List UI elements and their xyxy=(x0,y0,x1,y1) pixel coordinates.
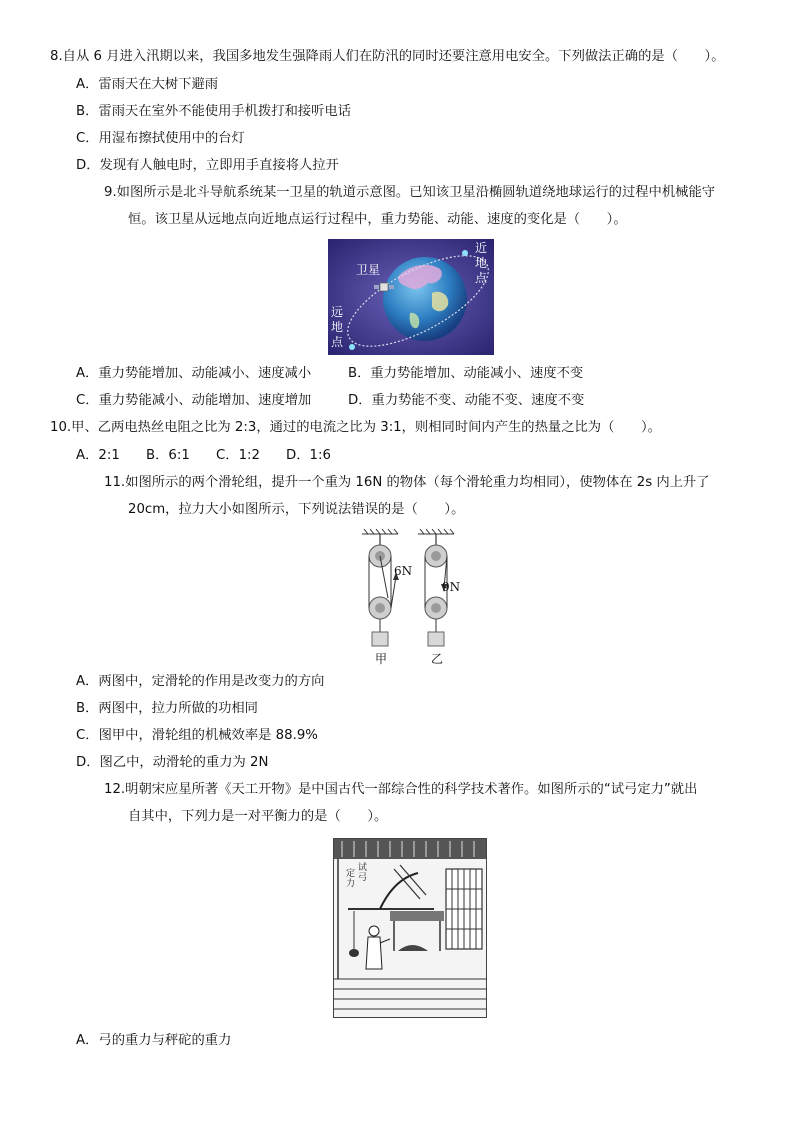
q10-option-d: D．1:6 xyxy=(286,448,331,463)
far-point-char-3: 点 xyxy=(331,335,344,349)
far-point-label xyxy=(331,305,345,350)
near-point-char-3: 点 xyxy=(475,271,488,285)
figure-title-char: 定 xyxy=(346,869,356,879)
force-right-label: 9N xyxy=(442,580,461,594)
q9-stem-line1: 9.如图所示是北斗导航系统某一卫星的轨道示意图。已知该卫星沿椭圆轨道绕地球运行的过程中机械能守 xyxy=(104,185,716,200)
q11-option-a: A．两图中，定滑轮的作用是改变力的方向 xyxy=(76,674,325,689)
figure-title-char: 弓 xyxy=(358,873,368,883)
far-point-char-1: 远 xyxy=(331,305,344,319)
q9-option-b: B．重力势能增加、动能减小、速度不变 xyxy=(348,366,584,381)
bow-testing-woodcut xyxy=(334,839,486,1017)
q8-option-b: B．雷雨天在室外不能使用手机拨打和接听电话 xyxy=(76,104,352,119)
q8-option-c: C．用湿布擦拭使用中的台灯 xyxy=(76,131,245,146)
q9-option-c: C．重力势能减小、动能增加、速度增加 xyxy=(76,393,312,408)
q11-stem-line1: 11.如图所示的两个滑轮组，提升一个重为 16N 的物体（每个滑轮重力均相同），使物体在 2s 内上升了 xyxy=(104,475,710,490)
q11-stem-line2: 20cm，拉力大小如图所示，下列说法错误的是（ ）。 xyxy=(128,502,465,517)
q12-stem-line2: 自其中，下列力是一对平衡力的是（ ）。 xyxy=(128,809,388,824)
q10-option-b: B．6:1 xyxy=(146,448,190,463)
q8-option-a: A．雷雨天在大树下避雨 xyxy=(76,77,219,92)
figure-title-char: 力 xyxy=(346,879,356,889)
figure-title-col-2 xyxy=(346,869,356,889)
figure-title-col-1 xyxy=(358,863,368,883)
q9-option-a: A．重力势能增加、动能减小、速度减小 xyxy=(76,366,312,381)
q10-option-c: C．1:2 xyxy=(216,448,260,463)
bow-testing-woodcut-figure xyxy=(333,838,487,1018)
far-point-char-2: 地 xyxy=(331,320,344,334)
q11-option-b: B．两图中，拉力所做的功相同 xyxy=(76,701,258,716)
figure-label-jia: 甲 xyxy=(375,652,388,666)
near-point-label xyxy=(475,241,489,286)
near-point-char-2: 地 xyxy=(475,256,488,270)
q11-option-c: C．图甲中，滑轮组的机械效率是 88.9% xyxy=(76,728,318,743)
pulley-illustration xyxy=(356,528,468,668)
pulley-figure xyxy=(356,528,468,668)
figure-title-char: 试 xyxy=(358,863,368,873)
q9-stem-line2: 恒。该卫星从远地点向近地点运行过程中，重力势能、动能、速度的变化是（ ）。 xyxy=(128,212,627,227)
q12-stem-line1: 12.明朝宋应星所著《天工开物》是中国古代一部综合性的科学技术著作。如图所示的“试弓定力”就出 xyxy=(104,782,698,797)
force-left-label: 6N xyxy=(394,564,413,578)
q10-stem: 10.甲、乙两电热丝电阻之比为 2:3，通过的电流之比为 3:1，则相同时间内产生的热量之比为（ ）。 xyxy=(50,420,661,435)
q9-option-d: D．重力势能不变、动能不变、速度不变 xyxy=(348,393,585,408)
satellite-orbit-figure xyxy=(328,239,494,355)
satellite-orbit-illustration xyxy=(328,239,494,355)
near-point-char-1: 近 xyxy=(475,241,488,255)
q11-option-d: D．图乙中，动滑轮的重力为 2N xyxy=(76,755,269,770)
figure-label-yi: 乙 xyxy=(431,652,444,666)
satellite-label: 卫星 xyxy=(356,263,381,277)
q10-option-a: A．2:1 xyxy=(76,448,120,463)
q12-option-a: A．弓的重力与秤砣的重力 xyxy=(76,1033,232,1048)
q8-option-d: D．发现有人触电时，立即用手直接将人拉开 xyxy=(76,158,339,173)
q8-stem: 8.自从 6 月进入汛期以来，我国多地发生强降雨人们在防汛的同时还要注意用电安全。下列做法正确的是（ ）。 xyxy=(50,49,725,64)
